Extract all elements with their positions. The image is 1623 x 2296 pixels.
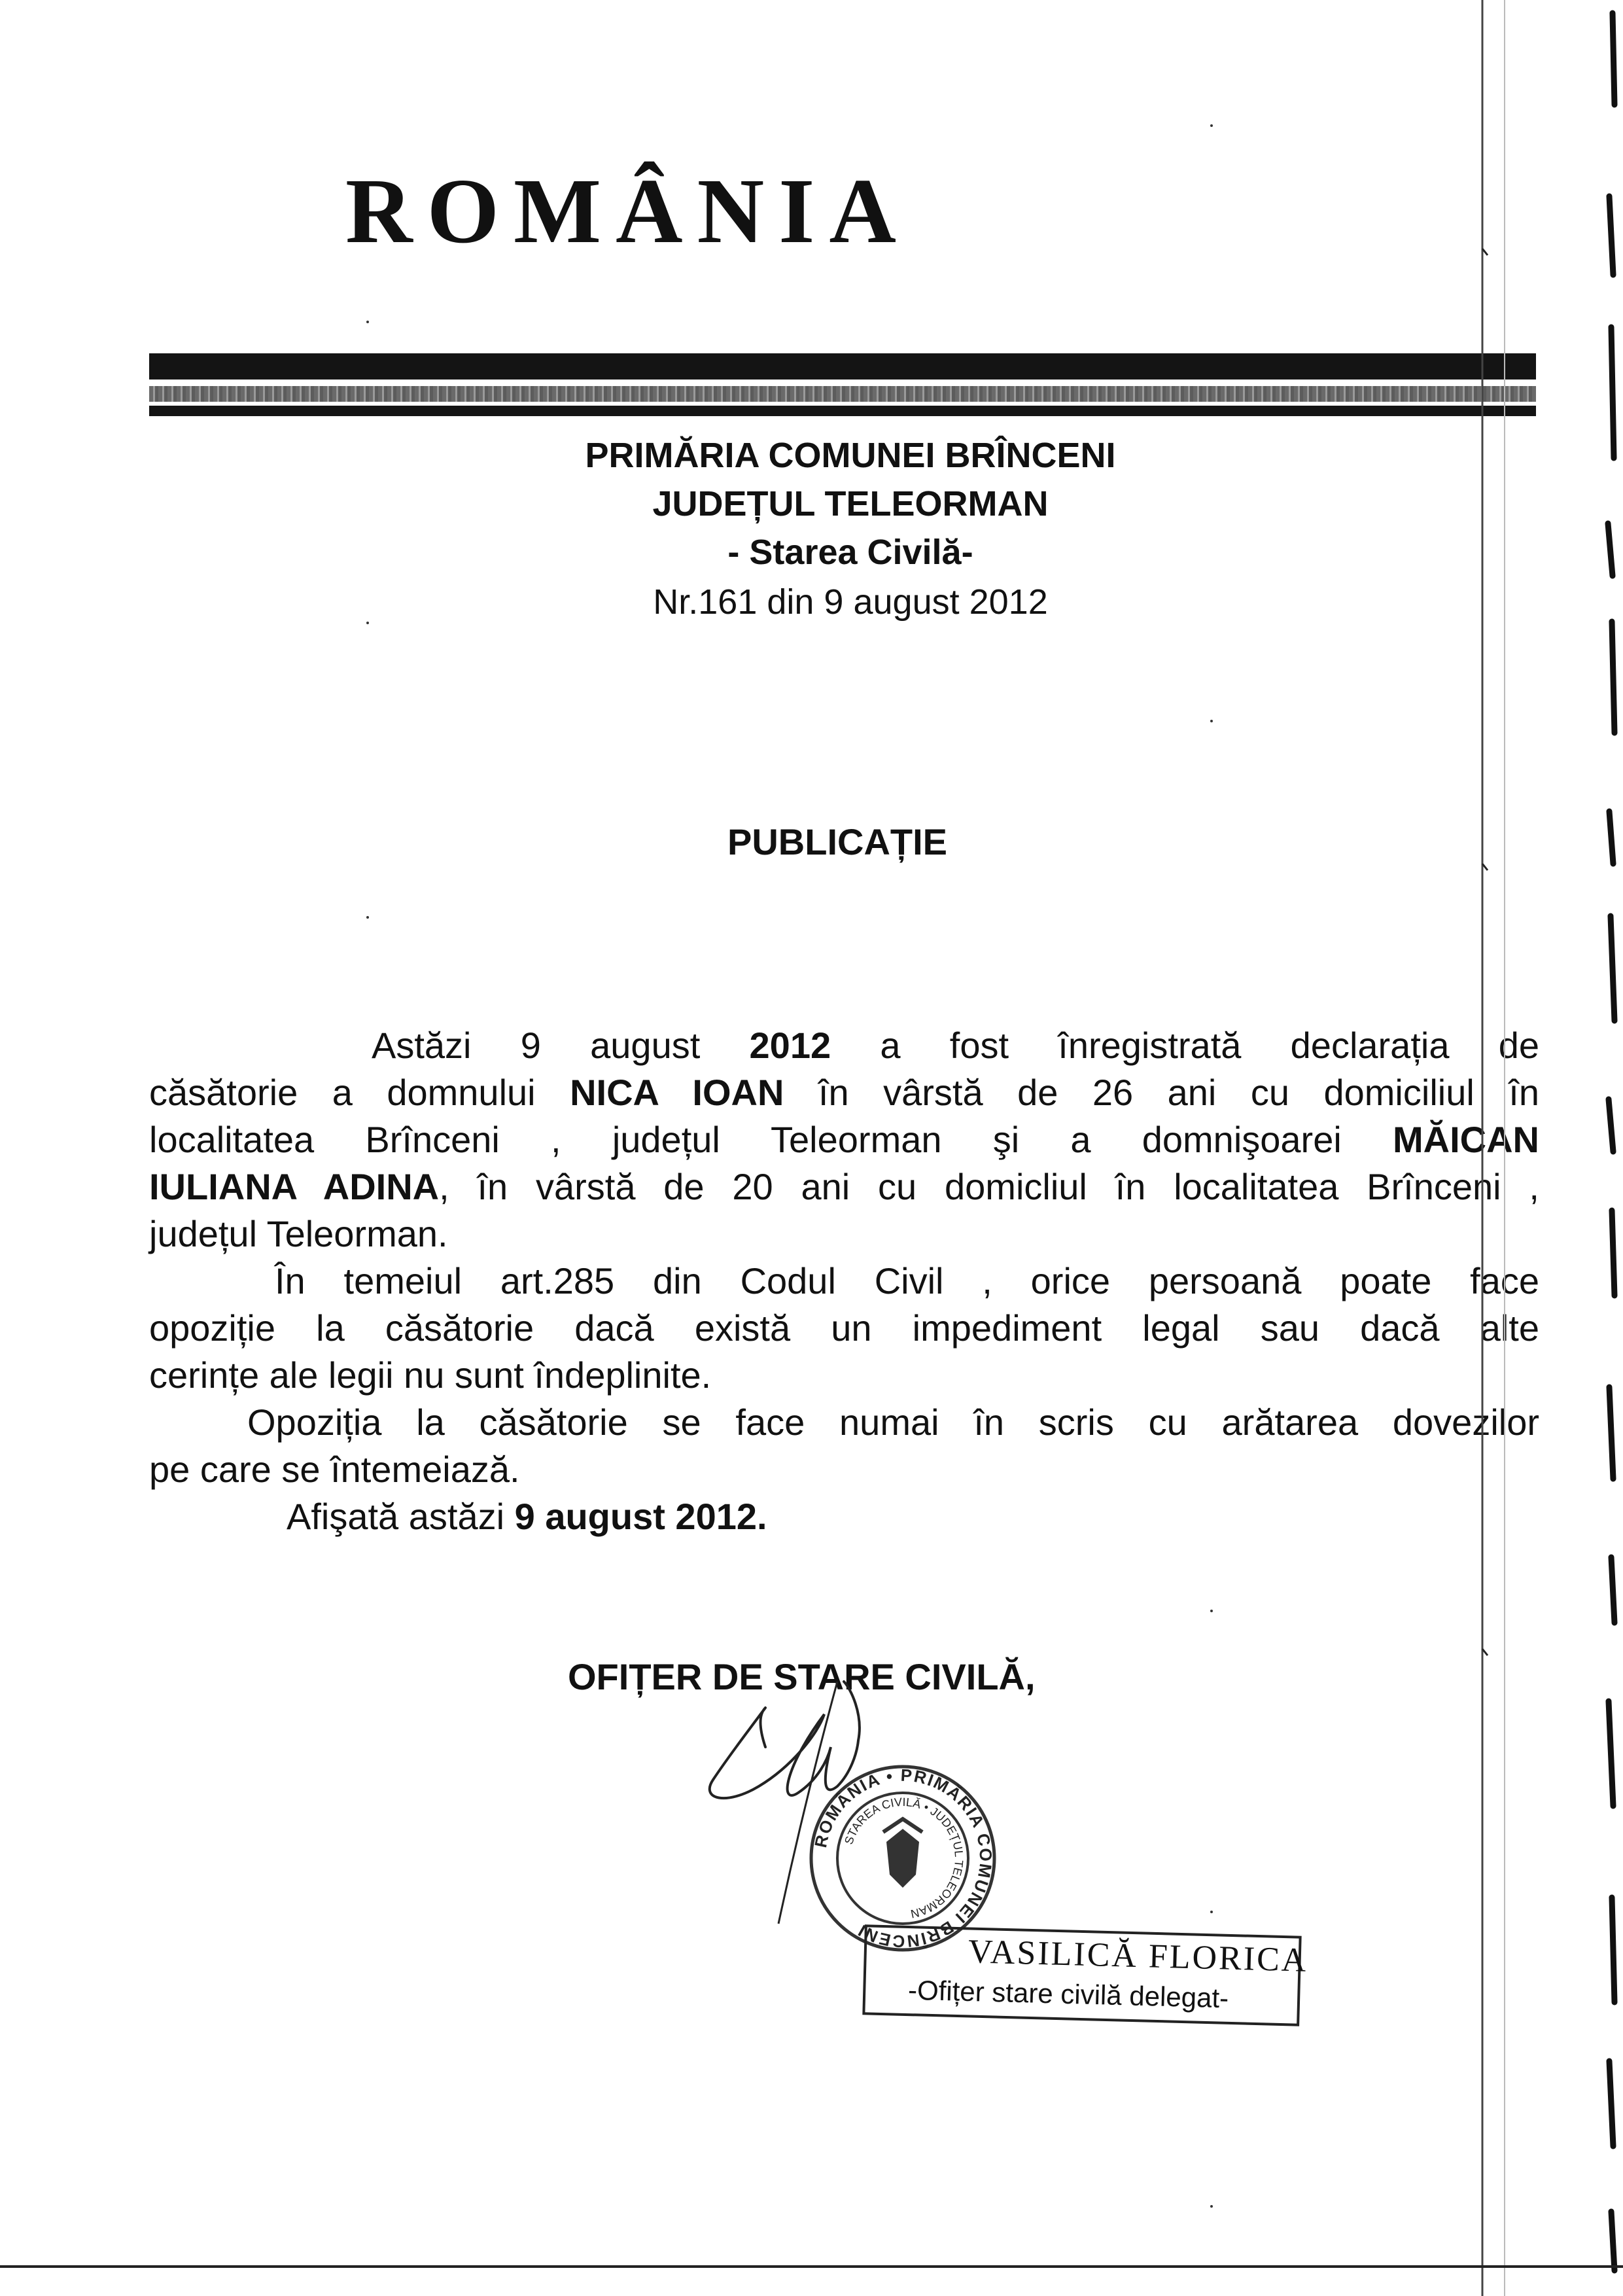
opposition-line-1: Opoziția la căsătorie se face numai în scris cu arătarea dovezilor: [247, 1402, 1539, 1443]
legal-line-1: În temeiul art.285 din Codul Civil , orice persoană poate face: [275, 1260, 1539, 1301]
scan-speck: [1210, 2205, 1213, 2208]
header-rule-thick: [149, 353, 1536, 380]
declaration-line-4: IULIANA ADINA, în vârstă de 20 ani cu domicliul în localitatea Brînceni ,: [149, 1166, 1539, 1207]
posted-date-line: [149, 1493, 1539, 1540]
county-name: JUDEȚUL TELEORMAN: [652, 484, 1049, 523]
scan-speck: [1210, 1911, 1213, 1913]
country-title: ROMÂNIA: [345, 159, 911, 262]
scan-speck: [366, 321, 369, 323]
declaration-line-2: căsătorie a domnului NICA IOAN în vârstă de 26 ani cu domiciliul în: [149, 1072, 1539, 1113]
legal-line-2: opoziție la căsătorie dacă există un impediment legal sau dacă alte: [149, 1307, 1539, 1349]
department-line: [458, 529, 1243, 576]
scan-binding-edge: [1478, 0, 1623, 2296]
opposition-line-2: pe care se întemeiază.: [149, 1449, 520, 1490]
paragraph-legal-basis: [149, 1258, 1539, 1399]
paragraph-opposition: [149, 1399, 1539, 1493]
scan-bottom-edge: [0, 2265, 1623, 2268]
seal-outer-text: ROMÂNIA • PRIMĂRIA COMUNEI BRÎNCENI: [811, 1765, 996, 1952]
document-heading: PUBLICAȚIE: [727, 821, 947, 862]
posted-label: Afişată astăzi: [287, 1496, 515, 1537]
department-name: Starea Civilă-: [749, 533, 973, 572]
department-prefix: -: [727, 533, 750, 572]
officer-name-stamp: VASILICĂ FLORICA: [968, 1933, 1309, 1979]
declaration-line-3: localitatea Brînceni , județul Teleorman şi a domnişoarei MĂICAN: [149, 1119, 1539, 1160]
header-rule-grey: [149, 386, 1536, 402]
reference-number: Nr.161 din 9 august 2012: [653, 582, 1048, 622]
scan-speck: [366, 916, 369, 919]
scan-speck: [366, 622, 369, 624]
legal-line-3: cerințe ale legii nu sunt îndeplinite.: [149, 1354, 712, 1396]
scan-speck: [1210, 124, 1213, 127]
officer-title: OFIȚER DE STARE CIVILĂ,: [568, 1656, 1036, 1697]
scan-speck: [1210, 720, 1213, 722]
institution-name: PRIMĂRIA COMUNEI BRÎNCENI: [585, 436, 1116, 475]
declaration-line-5: județul Teleorman.: [149, 1213, 448, 1254]
officer-role-stamp: -Ofițer stare civilă delegat-: [907, 1974, 1229, 2014]
header-rule-thin: [149, 406, 1536, 416]
posted-date: 9 august 2012.: [514, 1496, 767, 1537]
paragraph-declaration: [149, 1022, 1539, 1258]
scan-speck: [1210, 1610, 1213, 1612]
seal-inner-text: STAREA CIVILĂ • JUDEȚUL TELEORMAN: [842, 1795, 966, 1921]
declaration-line-1: Astăzi 9 august 2012 a fost înregistrată declarația de: [372, 1025, 1540, 1066]
